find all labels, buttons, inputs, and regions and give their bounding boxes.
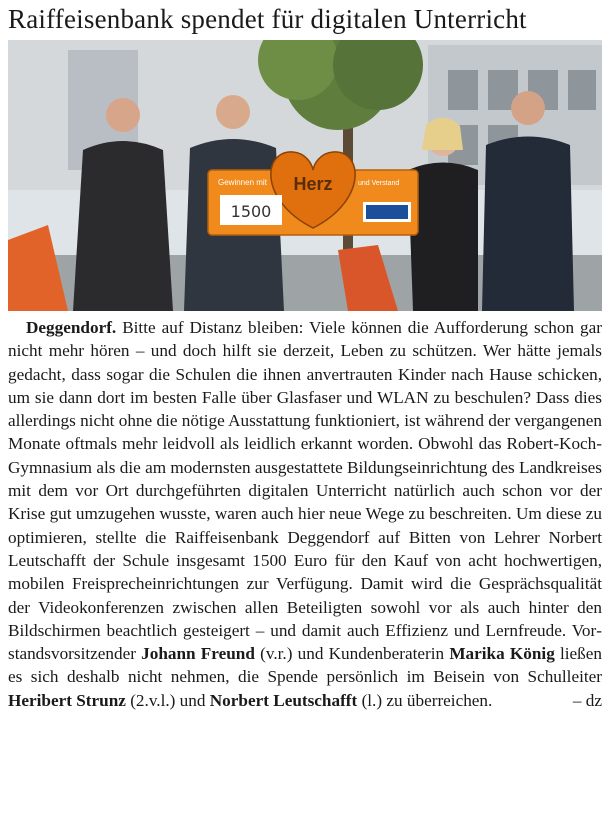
dateline: Deggendorf. (26, 318, 117, 337)
person-name: Marika König (449, 644, 555, 664)
text-segment: (v.r.) und Kundenberaterin (254, 644, 450, 664)
headline: Raiffeisenbank spendet für digitalen Unterricht (8, 4, 527, 34)
text-segment: ließen es sich deshalb nicht nehmen, die Spende persönlich im Beisein von Schulleiter (8, 644, 602, 687)
person-name: Johann Freund (141, 644, 255, 664)
text-segment: (l.) zu überreichen. (357, 690, 493, 710)
cheque-heart-text: Herz (293, 174, 333, 194)
cheque-left-text: Gewinnen mit (218, 178, 267, 187)
cheque-amount: 1500 (230, 202, 272, 221)
article-paragraph (8, 316, 602, 712)
text-segment: (2.v.l.) und (125, 690, 210, 710)
article-photo (8, 40, 602, 311)
person-name: Heribert Strunz (8, 690, 126, 710)
cheque-right-text: und Verstand (358, 180, 400, 187)
person-name: Norbert Leutschafft (209, 690, 358, 710)
author-signature: – dz (572, 690, 602, 710)
article-body (8, 316, 602, 712)
text-segment: Bitte auf Distanz bleiben: Viele können die Aufforderung schon gar nicht mehr hören – und doch hilft sie derzeit, Leben zu schützen. Wer hätte jemals gedacht, dass sogar die Schulen die ihnen anvertrauten Kinder nach Hause schicken, um sie dann dort im besten Falle über Glasfaser und WLAN zu beschulen? Dass dies allerdings nicht ohne die nötige Ausstattung funktioniert, ist während der vergangenen Monate oftmals mehr leidvoll als leidlich erkannt worden. Obwohl das Robert-Koch-Gymnasium als die am modernsten ausgestattete Bildungseinrichtung des Landkreises mit dem vor Ort durchgeführten digitalen Unterricht natürlich auch schon vor der Krise gut umzugehen wusste, waren auch hier neue Wege zu beschreiten. Um diese zu optimieren, stellte die Raiffeisenbank Deggendorf auf Bitten von Lehrer Norbert Leutschafft der Schule insgesamt 1500 Euro für den Kauf von acht hochwertigen, mobilen Freisprecheinrichtungen zur Verfügung. Damit wird die Gesprächsqualität der Videokonferenzen zwischen allen Beteiligten sowohl vor als auch hinter den Bildschirmen beachtlich gesteigert – und damit auch Effizienz und Lernfreude. Vorstandsvorsitzender (8, 318, 602, 664)
